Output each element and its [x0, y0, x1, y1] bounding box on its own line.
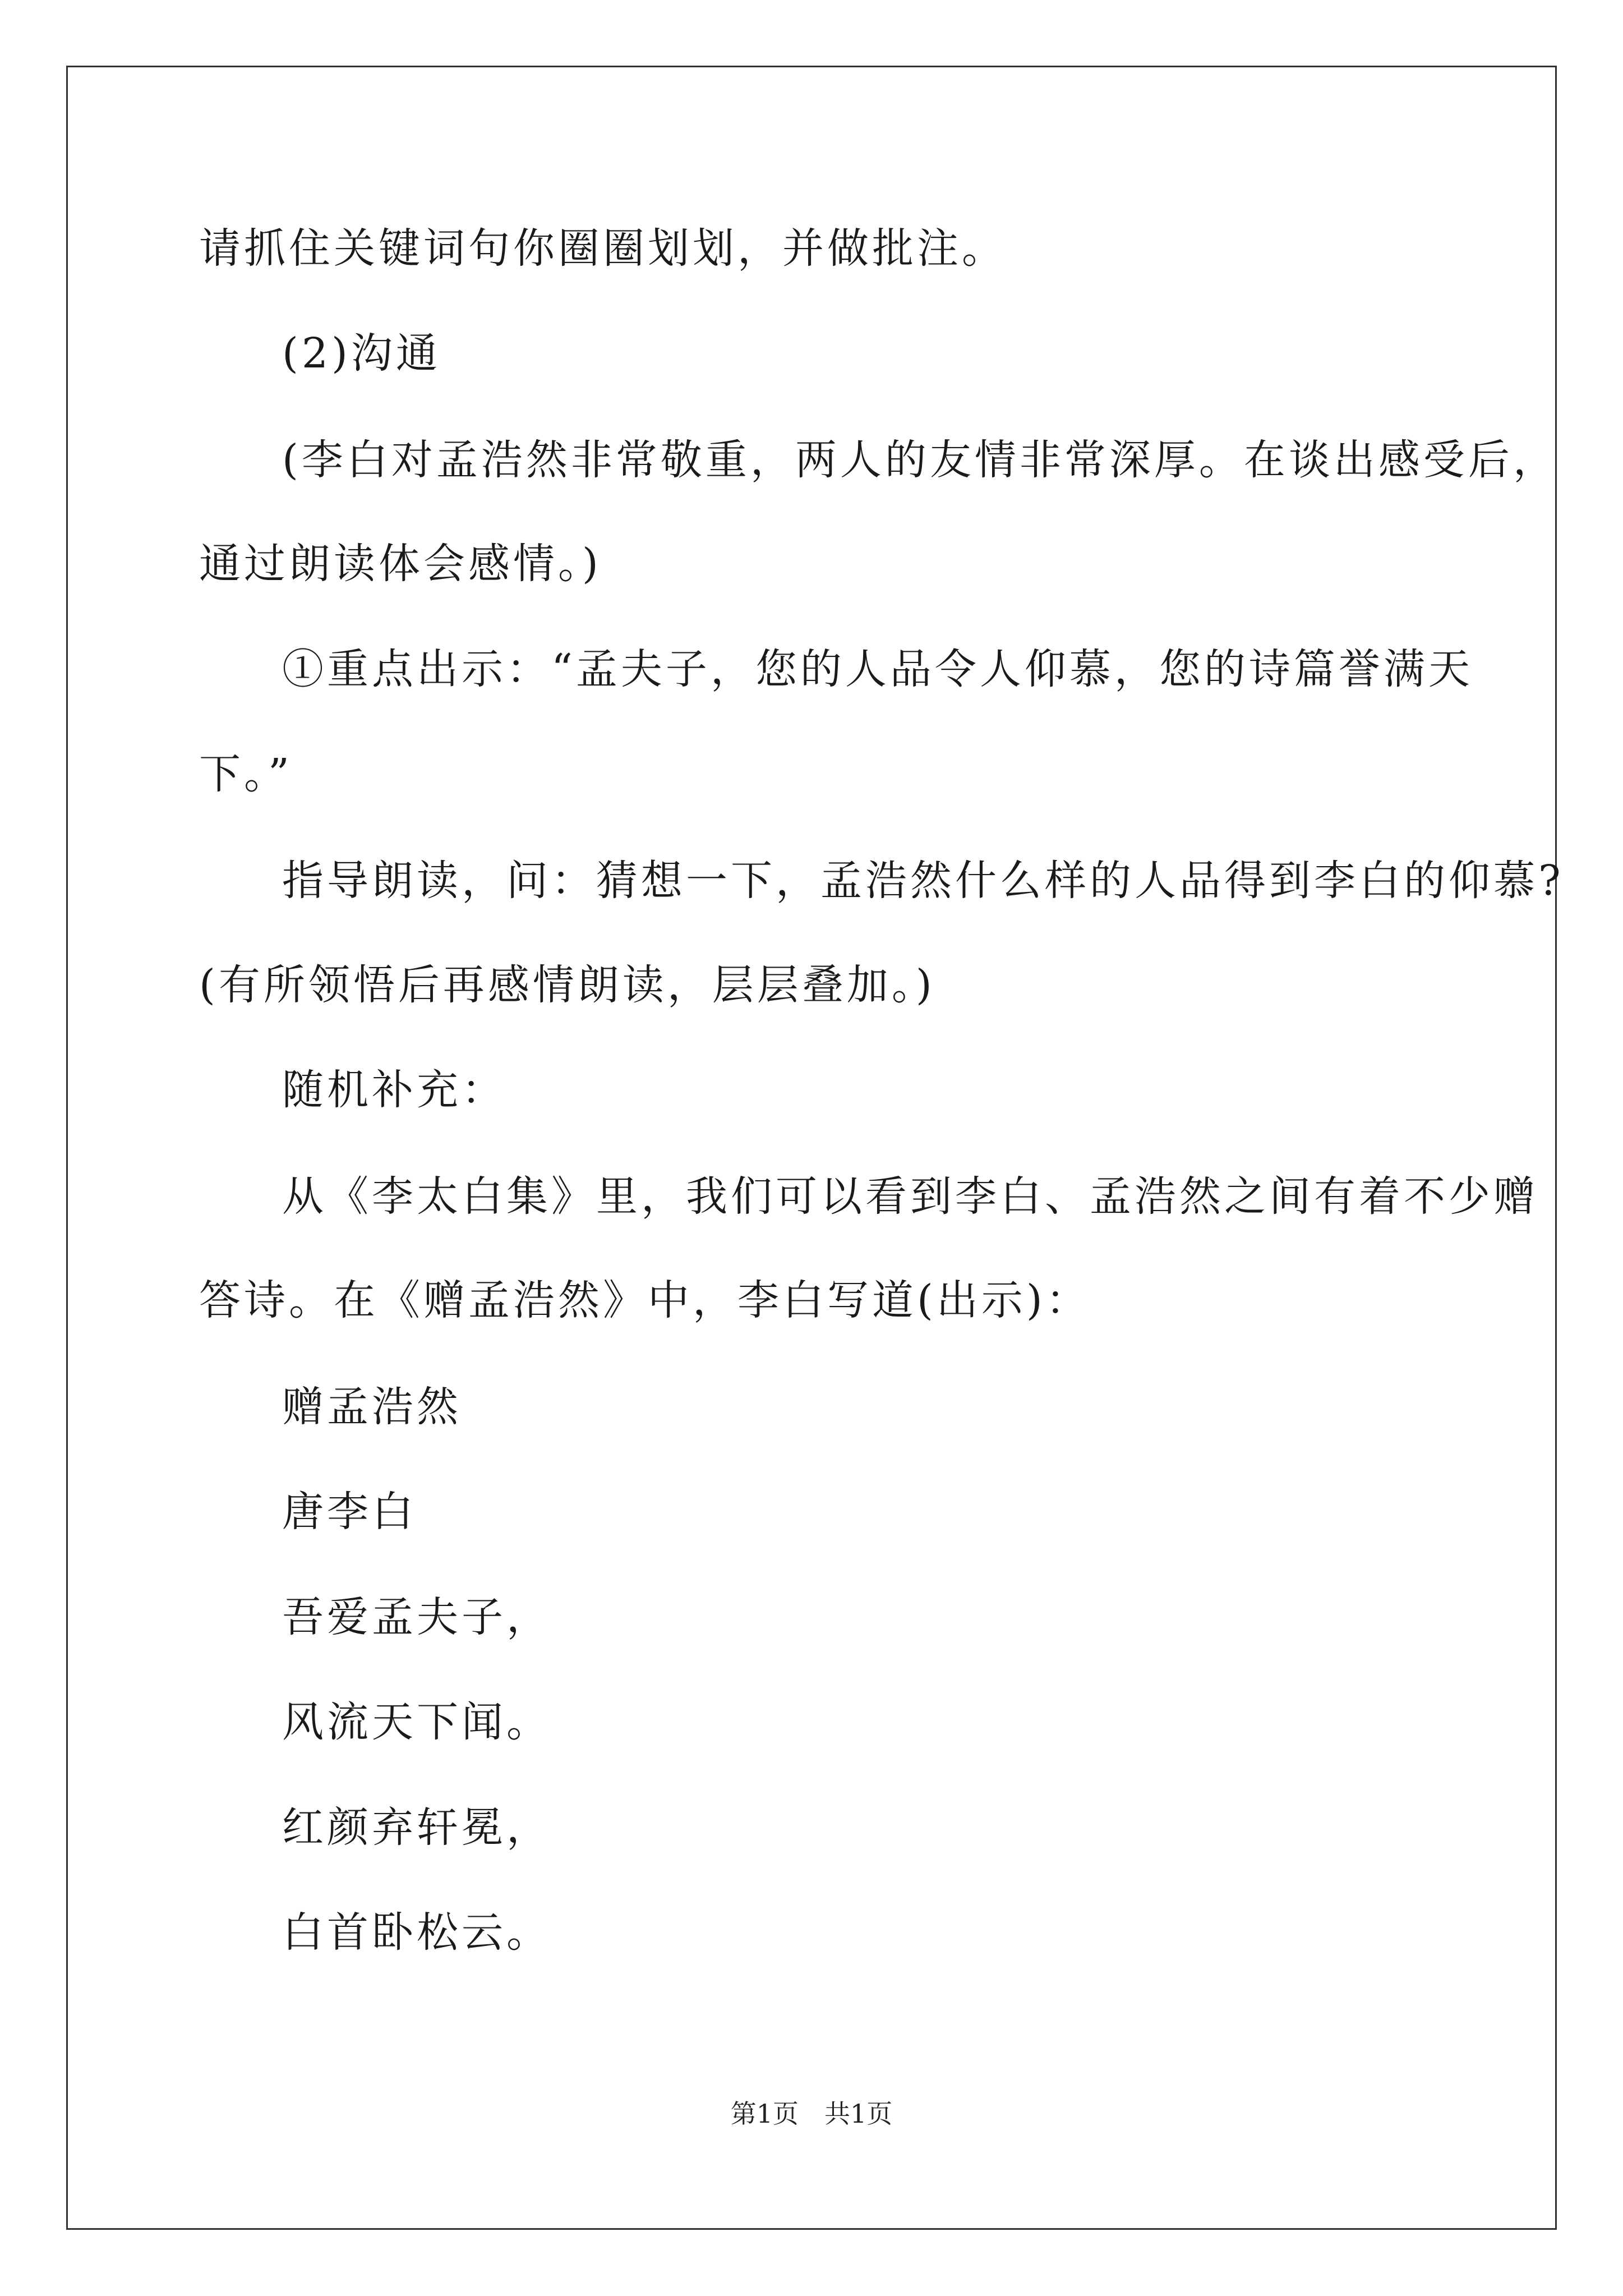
poem-title: 赠孟浩然: [282, 1383, 462, 1431]
paragraph-line: 从《李太白集》里，我们可以看到李白、孟浩然之间有着不少赠: [282, 1172, 1538, 1221]
section-heading: (2)沟通: [282, 329, 441, 378]
paragraph-line: 请抓住关键词句你圈圈划划，并做批注。: [199, 224, 1007, 273]
paragraph-line: 指导朗读，问：猜想一下，孟浩然什么样的人品得到李白的仰慕?: [282, 857, 1564, 905]
paragraph-line: 通过朗读体会感情。): [199, 540, 602, 588]
page-footer: [0, 2097, 1623, 2131]
paragraph-line: 答诗。在《赠孟浩然》中，李白写道(出示)：: [199, 1276, 1091, 1324]
paragraph-line: (有所领悟后再感情朗读，层层叠加。): [199, 961, 935, 1009]
paragraph-line: ①重点出示：“孟夫子，您的人品令人仰慕，您的诗篇誉满天: [282, 645, 1473, 693]
poem-line: 吾爱孟夫子，: [282, 1593, 551, 1641]
poem-line: 风流天下闻。: [282, 1698, 551, 1746]
page-number-total: 共1页: [824, 2099, 893, 2129]
paragraph-line: 下。”: [199, 750, 293, 798]
page-number-current: 第1页: [730, 2099, 799, 2129]
paragraph-line: (李白对孟浩然非常敬重，两人的友情非常深厚。在谈出感受后，: [282, 436, 1558, 484]
poem-line: 红颜弃轩冕，: [282, 1803, 551, 1852]
poem-author: 唐李白: [282, 1488, 417, 1536]
poem-line: 白首卧松云。: [282, 1908, 551, 1957]
paragraph-line: 随机补充：: [282, 1066, 506, 1114]
